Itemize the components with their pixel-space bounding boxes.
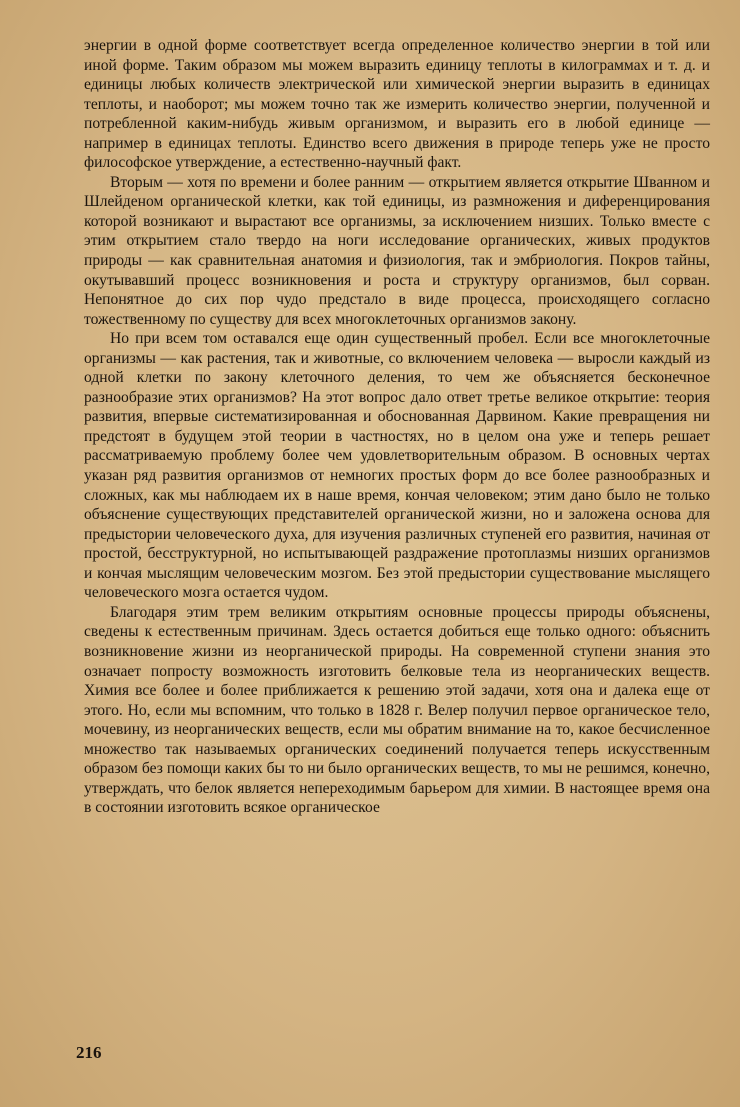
paragraph-3: Но при всем том оставался еще один существенный пробел. Если все многоклеточные организмы — как растения, так и животные, со включением человека — выросли каждый из одной клетки по закону клеточного деления, то чем же объясняется бесконечное разнообразие этих организмов? На этот вопрос дало ответ третье великое открытие: теория развития, впервые систематизированная и обоснованная Дарвином. Какие превращения ни предстоят в будущем этой теории в частностях, но в целом она уже и теперь решает рассматриваемую проблему более чем удовлетворительным образом. В основных чертах указан ряд развития организмов от немногих простых форм до все более разнообразных и сложных, как мы наблюдаем их в наше время, кончая человеком; этим дано было не только объяснение существующих представителей органической жизни, но и заложена основа для предыстории человеческого духа, для изучения различных ступеней его развития, начиная от простой, бесструктурной, но испытывающей раздражение протоплазмы низших организмов и кончая мыслящим человеческим мозгом. Без этой предыстории существование мыслящего человеческого мозга остается чудом. xyxy=(84,330,710,602)
body-text xyxy=(84,36,710,818)
paragraph-2: Вторым — хотя по времени и более ранним — открытием является открытие Шванном и Шлейденом органической клетки, как той единицы, из размножения и диференцирования которой возникают и вырастают все организмы, за исключением низших. Только вместе с этим открытием стало твердо на ноги исследование органических, живых продуктов природы — как сравнительная анатомия и физиология, так и эмбриология. Покров тайны, окутывавший процесс возникновения и роста и структуру организмов, был сорван. Непонятное до сих пор чудо предстало в виде процесса, происходящего согласно тожественному по существу для всех многоклеточных организмов закону. xyxy=(84,173,710,328)
paragraph-4: Благодаря этим трем великим открытиям основные процессы природы объяснены, сведены к естественным причинам. Здесь остается добиться еще только одного: объяснить возникновение жизни из неорганической природы. На современной ступени знания это означает попросту возможность изготовить белковые тела из неорганических веществ. Химия все более и более приближается к решению этой задачи, хотя она и далека еще от этого. Но, если мы вспомним, что только в 1828 г. Велер получил первое органическое тело, мочевину, из неорганических веществ, если мы обратим внимание на то, какое бесчисленное множество так называемых органических соединений получается теперь искусственным образом без помощи каких бы то ни было органических веществ, то мы не решимся, конечно, утверждать, что белок является непереходимым барьером для химии. В настоящее время она в состоянии изготовить всякое органическое xyxy=(84,603,710,817)
paragraph-1: энергии в одной форме соответствует всегда определенное количество энергии в той или иной форме. Таким образом мы можем выразить единицу теплоты в килограммах и т. д. и единицы любых количеств электрической или химической энергии выразить в единицах теплоты, и наоборот; мы можем точно так же измерить количество энергии, полученной и потребленной каким-нибудь живым организмом, и выразить его в любой единице — например в единицах теплоты. Единство всего движения в природе теперь уже не просто философское утверждение, а естественно-научный факт. xyxy=(84,37,710,172)
page-number: 216 xyxy=(76,1043,102,1062)
